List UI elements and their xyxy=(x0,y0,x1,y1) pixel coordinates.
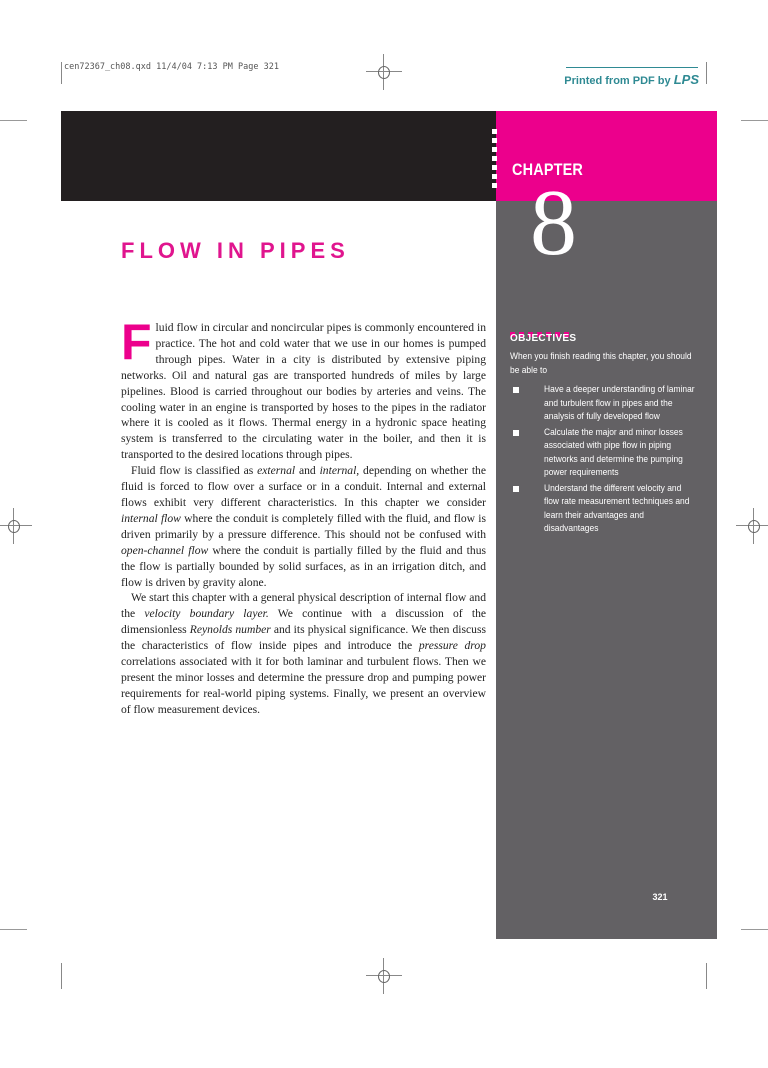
registration-mark-right xyxy=(744,516,764,536)
objectives-intro: When you finish reading this chapter, you should be able to xyxy=(510,350,692,375)
registration-mark-left xyxy=(4,516,24,536)
objectives-heading: OBJECTIVES xyxy=(510,333,577,344)
crop-mark-left-bottom xyxy=(0,929,27,930)
chapter-title: FLOW IN PIPES xyxy=(121,238,350,263)
square-bullet-icon xyxy=(513,387,519,393)
objectives-list xyxy=(510,382,710,537)
printed-rule xyxy=(566,67,698,68)
printed-prefix: Printed from PDF by xyxy=(564,75,674,87)
chapter-number: 8 xyxy=(530,171,577,275)
crop-mark-right-bottom xyxy=(741,929,768,930)
print-slug: cen72367_ch08.qxd 11/4/04 7:13 PM Page 321 xyxy=(64,62,279,72)
chapter-header-band xyxy=(61,111,496,201)
objective-item: Understand the different velocity and flow rate measurement techniques and learn their advantages and disadvantages xyxy=(510,481,710,535)
registration-mark-bottom xyxy=(374,966,394,986)
chapter-label: CHAPTER xyxy=(512,160,584,179)
crop-mark-top-left xyxy=(61,62,62,84)
registration-mark-top xyxy=(374,62,394,82)
crop-mark-bottom-left xyxy=(61,963,62,989)
printed-from-label xyxy=(556,72,699,87)
square-bullet-icon xyxy=(513,486,519,492)
chapter-intro-text xyxy=(121,314,487,718)
paragraph-1: Fluid flow in circular and noncircular pipes is commonly encountered in practice. The hot and cold water that we use in our homes is pumped through pipes. Water in a city is distributed by extensive piping networks. Oil and natural gas are transported hundreds of miles by large pipelines. Blood is carried throughout our bodies by arteries and veins. The cooling water in an engine is transported by hoses to the pipes in the radiator where it is cooled as it flows. Thermal energy in a hydronic space heating system is transferred to the circulating water in the boiler, and then it is transported to the desired locations through pipes. xyxy=(121,314,486,462)
square-bullet-icon xyxy=(513,430,519,436)
paragraph-2: Fluid flow is classified as external and internal, depending on whether the fluid is forced to flow over a surface or in a conduit. Internal and external flows exhibit very different characteristics. In this chapter we consider internal flow where the conduit is completely filled with the fluid, and flow is driven primarily by a pressure difference. This should not be confused with open-channel flow where the conduit is partially filled by the fluid and thus the flow is partially bounded by solid surfaces, as in an irrigation ditch, and flow is driven by gravity alone. xyxy=(121,464,486,589)
page-number: 321 xyxy=(652,892,668,902)
paragraph-3: We start this chapter with a general physical description of internal flow and the velocity boundary layer. We continue with a discussion of the dimensionless Reynolds number and its physical significance. We then discuss the characteristics of flow inside pipes and introduce the pressure drop correlations associated with it for both laminar and turbulent flows. Then we present the minor losses and determine the pressure drop and pumping power requirements for real-world piping systems. Finally, we present an overview of flow measurement devices. xyxy=(121,591,487,716)
crop-mark-bottom-right xyxy=(706,963,707,989)
lps-brand: LPS xyxy=(673,72,699,87)
objective-item: Have a deeper understanding of laminar and turbulent flow in pipes and the analysis of fully developed flow xyxy=(510,382,710,423)
objective-item: Calculate the major and minor losses associated with pipe flow in piping networks and determine the pumping power requirements xyxy=(510,425,710,479)
objectives-column xyxy=(496,201,717,939)
decorative-dots xyxy=(492,129,497,192)
crop-mark-left-top xyxy=(0,120,27,121)
crop-mark-top-right xyxy=(706,62,707,84)
drop-cap: F xyxy=(121,314,152,370)
crop-mark-right-top xyxy=(741,120,768,121)
